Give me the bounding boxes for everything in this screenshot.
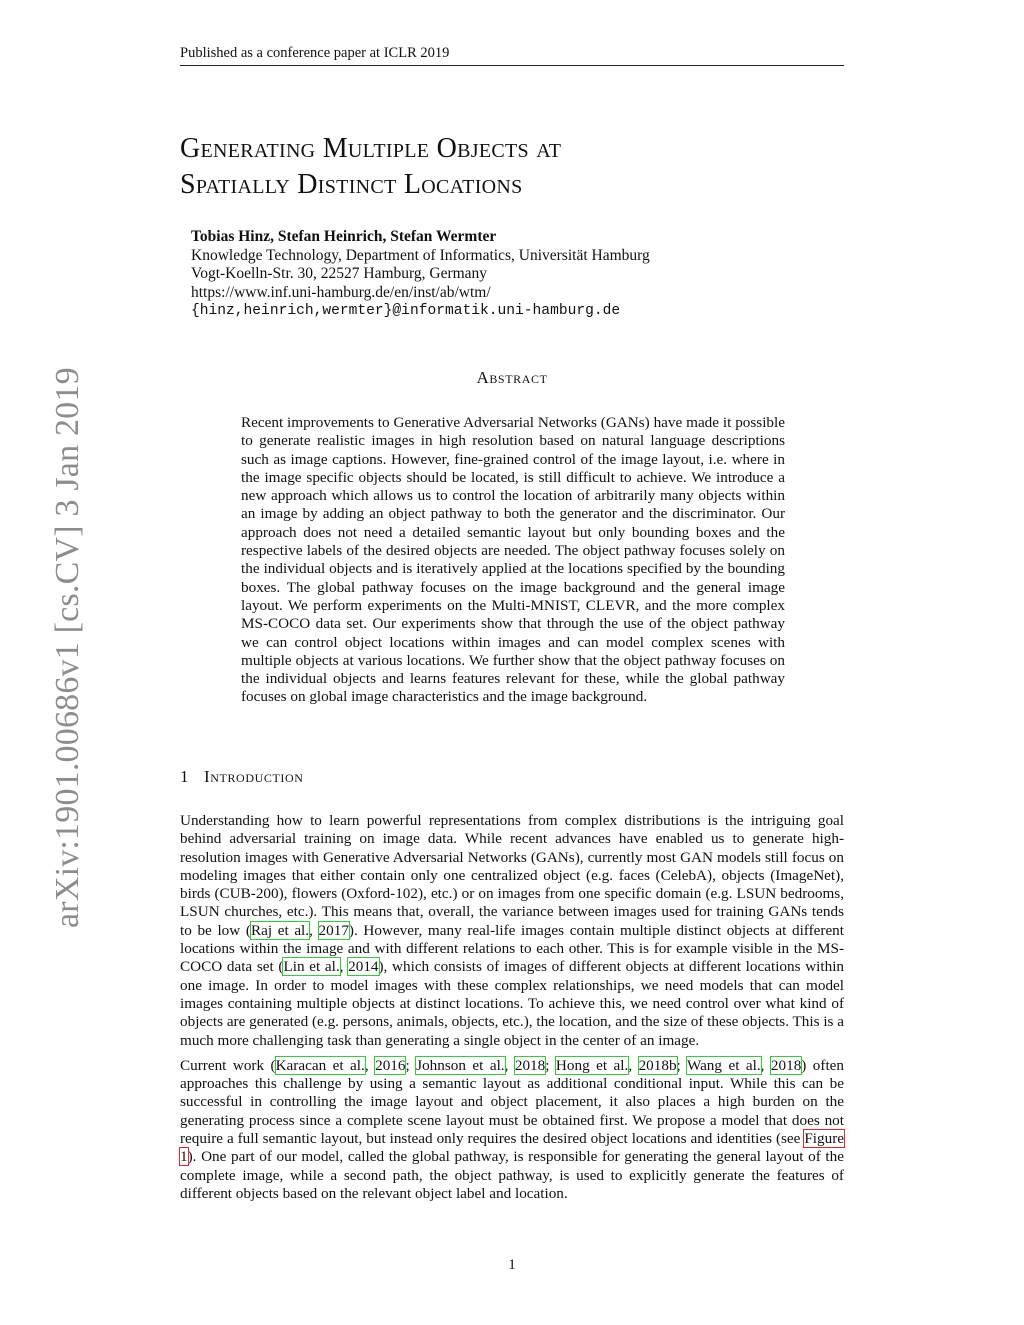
citation-year: 2017 bbox=[318, 921, 349, 939]
arxiv-stamp: arXiv:1901.00686v1 [cs.CV] 3 Jan 2019 bbox=[49, 367, 86, 928]
text-run: , bbox=[339, 958, 349, 976]
citation-year: 2018b bbox=[638, 1056, 677, 1074]
citation-author: Karacan et al. bbox=[275, 1056, 365, 1074]
citation-author: Lin et al. bbox=[283, 958, 340, 976]
text-run: ; bbox=[676, 1056, 687, 1074]
citation-karacan-2016[interactable] bbox=[276, 1057, 365, 1074]
abstract-heading: Abstract bbox=[476, 368, 548, 387]
introduction-body bbox=[180, 812, 844, 1210]
text-run: , bbox=[364, 1056, 376, 1074]
title-line-1: Generating Multiple Objects at bbox=[180, 133, 562, 164]
text-run: , bbox=[628, 1056, 639, 1074]
text-run: Current work ( bbox=[180, 1056, 276, 1074]
citation-year: 2018 bbox=[770, 1056, 802, 1074]
page-number: 1 bbox=[508, 1257, 516, 1273]
citation-johnson-2018-year[interactable] bbox=[515, 1057, 545, 1074]
author-names: Tobias Hinz, Stefan Heinrich, Stefan Wermter bbox=[191, 228, 497, 245]
figure-reference-label: Figure 1 bbox=[180, 1130, 844, 1166]
citation-johnson-2018[interactable] bbox=[416, 1057, 504, 1074]
section-heading-introduction bbox=[180, 767, 844, 787]
citation-year: 2016 bbox=[375, 1056, 406, 1074]
text-run: ; bbox=[405, 1056, 417, 1074]
citation-karacan-2016-year[interactable] bbox=[375, 1057, 405, 1074]
section-title: Introduction bbox=[204, 767, 304, 786]
author-affiliation: Knowledge Technology, Department of Informatics, Universität Hamburg bbox=[191, 246, 650, 264]
citation-author: Raj et al. bbox=[250, 921, 310, 939]
paper-title bbox=[180, 131, 844, 203]
citation-author: Wang et al. bbox=[686, 1056, 761, 1074]
text-run: ; bbox=[545, 1056, 556, 1074]
title-line-2: Spatially Distinct Locations bbox=[180, 169, 523, 200]
text-run: ) often approaches this challenge by using a semantic layout as additional conditional input. While this can be successful in controlling the image layout and object placement, it also places a high burden on the generating process since a complete scene layout must be obtained first. We propose a model that does not require a full semantic layout, but instead only requires the desired object locations and identities (see bbox=[180, 1056, 845, 1148]
author-block bbox=[191, 228, 831, 321]
text-run: ). However, many real-life images contain multiple distinct objects at different locations within the image and with different relations to each other. This is for example visible in the MS-COCO data set ( bbox=[180, 921, 844, 976]
author-address: Vogt-Koelln-Str. 30, 22527 Hamburg, Germany bbox=[191, 265, 488, 283]
citation-wang-2018[interactable] bbox=[687, 1057, 761, 1074]
citation-raj-2017-year[interactable] bbox=[319, 922, 349, 939]
citation-hong-2018b[interactable] bbox=[556, 1057, 628, 1074]
citation-lin-2014-year[interactable] bbox=[348, 958, 378, 975]
text-run: , bbox=[309, 921, 319, 939]
intro-paragraph-1 bbox=[180, 812, 844, 1050]
running-header: Published as a conference paper at ICLR 2019 bbox=[180, 45, 450, 61]
section-number: 1 bbox=[180, 767, 190, 786]
citation-author: Johnson et al. bbox=[416, 1056, 505, 1074]
header-rule bbox=[180, 65, 844, 66]
abstract-text: Recent improvements to Generative Adversarial Networks (GANs) have made it possible to generate realistic images in high resolution based on natural language descriptions such as image captions. However, fine-grained control of the image layout, i.e. where in the image specific objects should be located, is still difficult to achieve. We introduce a new approach which allows us to control the location of arbitrarily many objects within an image by adding an object pathway to both the generator and the discriminator. Our approach does not need a detailed semantic layout but only bounding boxes and the respective labels of the desired objects are needed. The object pathway focuses solely on the individual objects and is iteratively applied at the locations specified by the bounding boxes. The global pathway focuses on the image background and the general image layout. We perform experiments on the Multi-MNIST, CLEVR, and the more complex MS-COCO data set. Our experiments show that through the use of the object pathway we can control object locations within images and can model complex scenes with multiple objects at various locations. We further show that the object pathway focuses on the individual objects and learns features relevant for these, while the global pathway focuses on global image characteristics and the image background. bbox=[241, 414, 785, 706]
citation-year: 2014 bbox=[348, 958, 379, 976]
text-run: ), which consists of images of different objects at different locations within one image. In order to model images with these complex relationships, we need models that can model images containing multiple objects at distinct locations. To achieve this, we need control over what kind of objects are generated (e.g. persons, animals, objects, etc.), the location, and the size of these objects. This is a much more challenging task than generating a single object in the center of an image. bbox=[180, 958, 845, 1049]
text-run: ). One part of our model, called the global pathway, is responsible for generating the general layout of the complete image, while a second path, the object pathway, is used to explicitly generate the features of different objects based on the relevant object label and location. bbox=[180, 1148, 844, 1202]
citation-wang-2018-year[interactable] bbox=[771, 1057, 801, 1074]
author-url[interactable]: https://www.inf.uni-hamburg.de/en/inst/ab/wtm/ bbox=[191, 283, 491, 301]
citation-lin-2014[interactable] bbox=[283, 958, 339, 975]
citation-year: 2018 bbox=[514, 1056, 546, 1074]
text-run: Understanding how to learn powerful representations from complex distributions is the intriguing goal behind adversarial training on image data. While recent advances have enabled us to generate high-resolution images with Generative Adversarial Networks (GANs), currently most GAN models still focus on modeling images that either contain only one centralized object (e.g. faces (CelebA), objects (ImageNet), birds (CUB-200), flowers (Oxford-102), etc.) or on images from one specific domain (e.g. LSUN bedrooms, LSUN churches, etc.). This means that, overall, the variance between images used for training GANs tends to be low ( bbox=[180, 812, 844, 939]
text-run: , bbox=[760, 1056, 771, 1074]
citation-hong-2018b-year[interactable] bbox=[639, 1057, 677, 1074]
citation-author: Hong et al. bbox=[555, 1056, 629, 1074]
text-run: , bbox=[504, 1056, 515, 1074]
intro-paragraph-2 bbox=[180, 1057, 844, 1203]
author-email[interactable]: {hinz,heinrich,wermter}@informatik.uni-hamburg.de bbox=[191, 303, 621, 320]
citation-raj-2017[interactable] bbox=[251, 922, 309, 939]
